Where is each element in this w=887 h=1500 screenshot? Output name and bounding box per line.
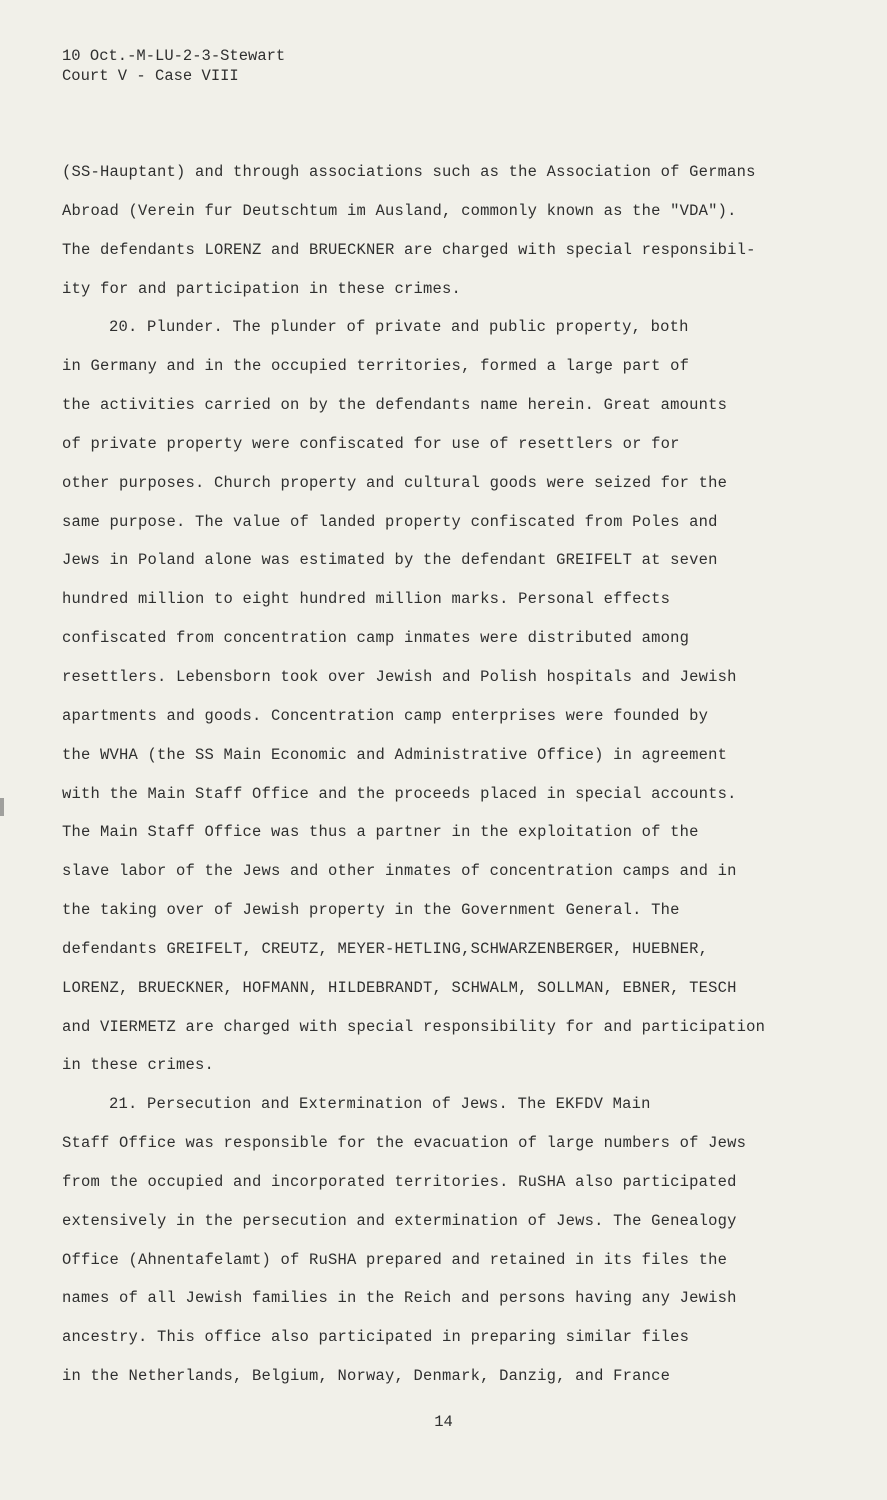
text-line: apartments and goods. Concentration camp enterprises were founded by	[62, 706, 709, 725]
text-line: ancestry. This office also participated in preparing similar files	[62, 1328, 690, 1347]
text-line: with the Main Staff Office and the proceeds placed in special accounts.	[62, 784, 737, 803]
text-line: The defendants LORENZ and BRUECKNER are charged with special responsibil-	[62, 240, 756, 259]
text-line: Jews in Poland alone was estimated by the defendant GREIFELT at seven	[62, 551, 718, 570]
text-line: slave labor of the Jews and other inmates of concentration camps and in	[62, 862, 737, 881]
text-line: in these crimes.	[62, 1056, 215, 1075]
text-line: resettlers. Lebensborn took over Jewish and Polish hospitals and Jewish	[62, 667, 737, 686]
paragraph-20-start: 20. Plunder. The plunder of private and public property, both	[109, 318, 689, 337]
text-line: names of all Jewish families in the Reich and persons having any Jewish	[62, 1289, 737, 1308]
text-line: same purpose. The value of landed property confiscated from Poles and	[62, 512, 718, 531]
header-reference: 10 Oct.-M-LU-2-3-Stewart	[62, 47, 286, 65]
document-header	[62, 46, 285, 86]
text-line: The Main Staff Office was thus a partner in the exploitation of the	[62, 823, 699, 842]
text-line: Abroad (Verein fur Deutschtum im Ausland, commonly known as the "VDA").	[62, 201, 737, 220]
text-line: Staff Office was responsible for the evacuation of large numbers of Jews	[62, 1134, 747, 1153]
text-line: defendants GREIFELT, CREUTZ, MEYER-HETLING,SCHWARZENBERGER, HUEBNER,	[62, 939, 709, 958]
body-text	[62, 160, 822, 1403]
text-line: the WVHA (the SS Main Economic and Administrative Office) in agreement	[62, 745, 728, 764]
text-line: in the Netherlands, Belgium, Norway, Denmark, Danzig, and France	[62, 1367, 671, 1386]
text-line: the taking over of Jewish property in the Government General. The	[62, 901, 680, 920]
header-court-case: Court V - Case VIII	[62, 67, 239, 85]
text-line: of private property were confiscated for use of resettlers or for	[62, 434, 680, 453]
text-line: hundred million to eight hundred million marks. Personal effects	[62, 590, 671, 609]
text-line: other purposes. Church property and cultural goods were seized for the	[62, 473, 728, 492]
text-line: (SS-Hauptant) and through associations such as the Association of Germans	[62, 163, 756, 181]
text-line: confiscated from concentration camp inmates were distributed among	[62, 629, 690, 648]
text-line: LORENZ, BRUECKNER, HOFMANN, HILDEBRANDT, SCHWALM, SOLLMAN, EBNER, TESCH	[62, 978, 737, 997]
text-line: the activities carried on by the defendants name herein. Great amounts	[62, 396, 728, 415]
text-line: extensively in the persecution and extermination of Jews. The Genealogy	[62, 1211, 737, 1230]
text-line: ity for and participation in these crimes.	[62, 279, 462, 298]
text-line: in Germany and in the occupied territories, formed a large part of	[62, 357, 690, 376]
scan-edge-mark	[0, 798, 4, 816]
text-line: and VIERMETZ are charged with special responsibility for and participation	[62, 1017, 766, 1036]
text-line: Office (Ahnentafelamt) of RuSHA prepared and retained in its files the	[62, 1250, 728, 1269]
paragraph-21-start: 21. Persecution and Extermination of Jews. The EKFDV Main	[109, 1095, 651, 1114]
page-number: 14	[434, 1413, 453, 1431]
text-line: from the occupied and incorporated territories. RuSHA also participated	[62, 1172, 737, 1191]
